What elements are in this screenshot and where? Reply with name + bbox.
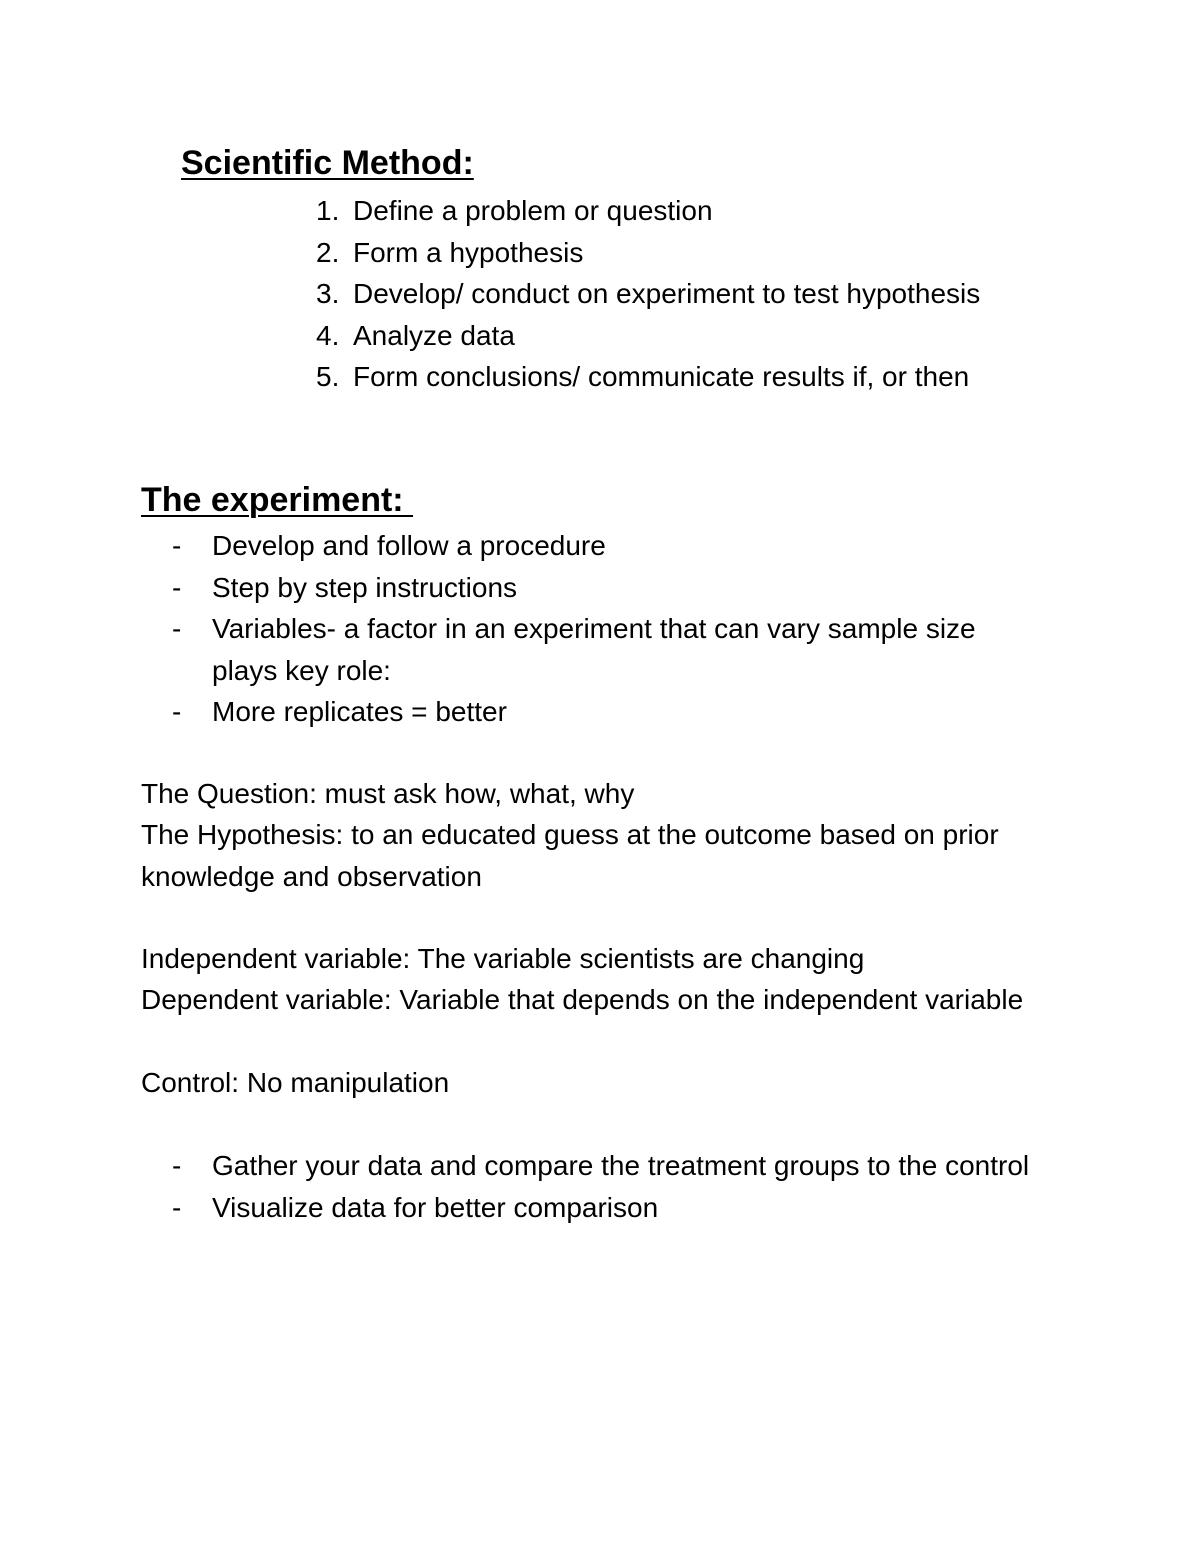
bullet-text: Gather your data and compare the treatment groups to the control bbox=[212, 1150, 1030, 1181]
question-definition: The Question: must ask how, what, why bbox=[141, 778, 635, 809]
hypothesis-definition: The Hypothesis: to an educated guess at the outcome based on prior knowledge and observation bbox=[141, 819, 999, 892]
scientific-method-steps bbox=[316, 190, 980, 398]
list-item bbox=[172, 1145, 1052, 1187]
bullet-text: Step by step instructions bbox=[212, 571, 518, 603]
list-item bbox=[172, 525, 1052, 567]
step-text: Analyze data bbox=[353, 319, 515, 351]
step-number: 1. bbox=[316, 195, 340, 226]
bullet-text: Variables- a factor in an experiment that can vary sample size plays key role: bbox=[212, 613, 976, 686]
list-item bbox=[316, 356, 980, 398]
bullet-text: More replicates = better bbox=[212, 696, 507, 727]
list-item bbox=[316, 232, 980, 274]
list-item bbox=[172, 608, 1052, 691]
step-number: 5. bbox=[316, 361, 340, 392]
step-text: Define a problem or question bbox=[353, 195, 713, 226]
bullet-dash: - bbox=[172, 571, 182, 603]
list-item bbox=[316, 273, 980, 315]
bullet-dash: - bbox=[172, 1191, 182, 1223]
bullet-dash: - bbox=[172, 613, 182, 644]
list-item bbox=[172, 1187, 1052, 1229]
list-item bbox=[172, 567, 1052, 609]
step-number: 2. bbox=[316, 236, 340, 268]
bullet-dash: - bbox=[172, 696, 182, 727]
list-item bbox=[172, 691, 1052, 733]
step-text: Form a hypothesis bbox=[353, 236, 584, 268]
control-definition: Control: No manipulation bbox=[141, 1067, 450, 1098]
experiment-bullets bbox=[172, 525, 1052, 733]
list-item bbox=[316, 190, 980, 232]
experiment-heading: The experiment: bbox=[141, 481, 414, 519]
independent-variable-definition: Independent variable: The variable scientists are changing bbox=[141, 943, 865, 974]
step-text: Develop/ conduct on experiment to test hypothesis bbox=[353, 278, 981, 309]
bullet-text: Visualize data for better comparison bbox=[212, 1191, 659, 1223]
step-number: 4. bbox=[316, 319, 340, 351]
closing-bullets bbox=[172, 1145, 1052, 1228]
bullet-text: Develop and follow a procedure bbox=[212, 530, 606, 561]
step-number: 3. bbox=[316, 278, 340, 309]
dependent-variable-definition: Dependent variable: Variable that depends on the independent variable bbox=[141, 984, 1024, 1015]
bullet-dash: - bbox=[172, 1150, 182, 1181]
scientific-method-heading: Scientific Method: bbox=[181, 144, 474, 182]
bullet-dash: - bbox=[172, 530, 182, 561]
list-item bbox=[316, 315, 980, 357]
step-text: Form conclusions/ communicate results if, or then bbox=[353, 361, 970, 392]
